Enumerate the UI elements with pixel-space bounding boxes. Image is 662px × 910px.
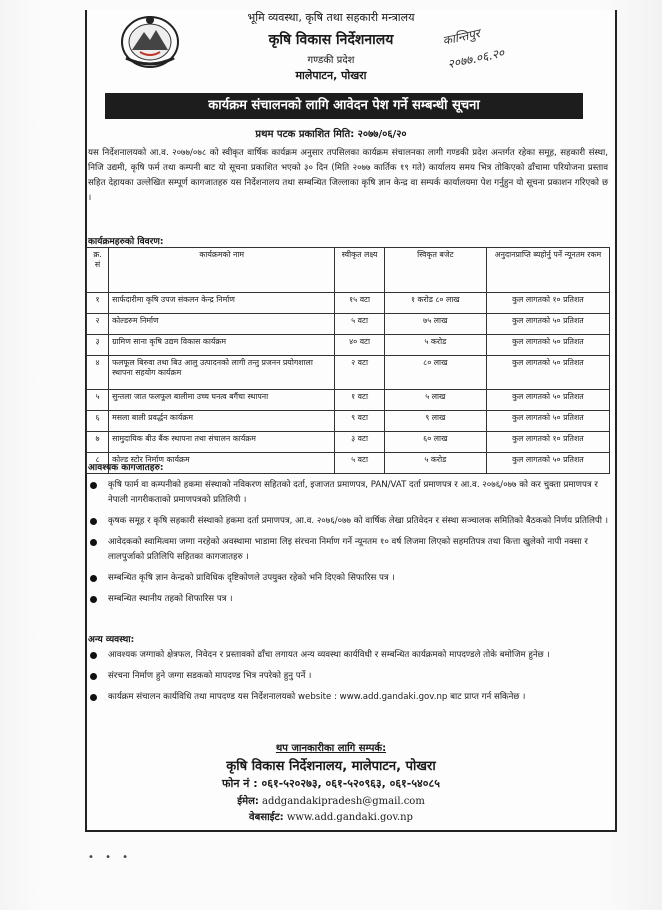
list-item <box>88 514 608 529</box>
documents-list <box>88 478 608 607</box>
table-row <box>87 390 610 411</box>
cell-sn: ७ <box>87 432 109 453</box>
table-row <box>87 432 610 453</box>
cell-budget: ७५ लाख <box>384 314 486 335</box>
other-heading: अन्य व्यवस्था: <box>88 635 135 645</box>
document-text: सम्बन्धित कृषि ज्ञान केन्द्रको प्राविधिक दृष्टिकोणले उपयुक्त रहेको भनि दिएको सिफारिस पत्र । <box>108 573 395 583</box>
cell-budget: १ करोड ८० लाख <box>384 293 486 314</box>
cell-grant: कुल लागतको ५० प्रतिशत <box>486 335 609 356</box>
bullet-dot-icon <box>90 652 97 659</box>
cell-sn: २ <box>87 314 109 335</box>
list-item <box>88 478 608 508</box>
contact-website <box>0 809 662 823</box>
cell-grant: कुल लागतको ५० प्रतिशत <box>486 390 609 411</box>
cell-grant: कुल लागतको १० प्रतिशत <box>486 432 609 453</box>
website-label: वेबसाईट: <box>249 812 284 823</box>
cell-program: फलफूल बिरुवा तथा बिउ आलु उत्पादनको लागी तन्तु प्रजनन प्रयोगशाला स्थापना सहयोग कार्यक्रम <box>109 356 335 390</box>
email-label: ईमेल: <box>237 796 259 807</box>
cell-program: मसला बाली प्रवर्द्धन कार्यक्रम <box>109 411 335 432</box>
cell-sn: १ <box>87 293 109 314</box>
province-name: गण्डकी प्रदेश <box>307 55 355 66</box>
scan-specks: • • • <box>88 852 133 863</box>
contact-heading: थप जानकारीका लागि सम्पर्क: <box>275 743 387 754</box>
cell-grant: कुल लागतको ५० प्रतिशत <box>486 411 609 432</box>
cell-sn: ६ <box>87 411 109 432</box>
table-row <box>87 411 610 432</box>
ministry-name: भूमि व्यवस्था, कृषि तथा सहकारी मन्त्रालय <box>247 11 415 24</box>
cell-grant: कुल लागतको १० प्रतिशत <box>486 293 609 314</box>
table-header-row <box>87 248 610 293</box>
cell-target: १५ वटा <box>335 293 384 314</box>
cell-grant: कुल लागतको ५० प्रतिशत <box>486 314 609 335</box>
cell-budget: ५ करोड <box>384 335 486 356</box>
cell-sn: ८ <box>87 453 109 474</box>
office-location: मालेपाटन, पोखरा <box>295 69 367 82</box>
cell-program: कोल्डरुम निर्माण <box>109 314 335 335</box>
cell-target: ४० वटा <box>335 335 384 356</box>
contact-org: कृषि विकास निर्देशनालय, मालेपाटन, पोखरा <box>226 759 436 774</box>
table-row <box>87 335 610 356</box>
document-text: कृषि फार्म वा कम्पनीको हकमा संस्थाको नविकरण सहितको दर्ता, इजाजत प्रमाणपत्र, PAN/VAT दर्ता प्रमाणपत्र र आ.व. २०७६/०७७ को कर चुक्ता प्रमाणपत्र र नेपाली नागरीकताको प्रमाणपत्रको प्रतिलिपी । <box>108 480 598 505</box>
cell-sn: ४ <box>87 356 109 390</box>
stamp-line-2: २०७७.०६.२० <box>446 45 506 72</box>
cell-grant: कुल लागतको ५० प्रतिशत <box>486 356 609 390</box>
cell-program: सार्फदारीमा कृषि उपज संकलन केन्द्र निर्माण <box>109 293 335 314</box>
table-row <box>87 453 610 474</box>
list-item <box>88 592 608 607</box>
contact-phone <box>0 776 662 791</box>
col-header-grant: अनुदानप्राप्ति ब्यहोर्नु पर्ने न्यूनतम रकम <box>486 248 609 293</box>
cell-sn: ३ <box>87 335 109 356</box>
cell-program: ग्रामिण साना कृषि उद्यम विकास कार्यक्रम <box>109 335 335 356</box>
programs-heading: कार्यक्रमहरुको विवरण: <box>88 237 164 247</box>
cell-target: ९ वटा <box>335 411 384 432</box>
bullet-dot-icon <box>90 482 97 489</box>
other-text: संरचना निर्माण हुने जग्गा सडकको मापदण्ड भित्र नपरेको हुनु पर्ने । <box>108 671 312 681</box>
programs-table <box>86 247 610 474</box>
cell-grant: कुल लागतको ५० प्रतिशत <box>486 453 609 474</box>
other-text: आवश्यक जग्गाको क्षेत्रफल, निवेदन र प्रस्तावको ढाँचा लगायत अन्य व्यवस्था कार्यविधी र सम्बन्धित कार्यक्रमको मापदण्डले तोके बमोजिम हुनेछ । <box>108 650 550 660</box>
document-text: सम्बन्धित स्थानीय तहको शिफारिस पत्र । <box>108 594 233 604</box>
directorate-name: कृषि विकास निर्देशनालय <box>268 32 394 48</box>
document-text: आवेदकको स्वामित्वमा जग्गा नरहेको अवस्थामा भाडामा लिइ संरचना निर्माण गर्ने न्यूनतम १० वर्ष लिजमा लिएको सहमतिपत्र तथा कित्ता खुलेको नापी नक्सा र लालपुर्जाको प्रतिलिपि सहितका कागजातहरु । <box>108 537 588 562</box>
documents-heading: आवश्यक कागजातहरु: <box>88 463 164 473</box>
cell-budget: ६० लाख <box>384 432 486 453</box>
phone-label: फोन नं : <box>222 777 258 790</box>
other-list <box>88 648 608 705</box>
list-item <box>88 535 608 565</box>
other-text: कार्यक्रम संचालन कार्यविधि तथा मापदण्ड यस निर्देशनालयको website : www.add.gandaki.gov.np बाट प्राप्त गर्न सकिनेछ । <box>108 692 526 702</box>
cell-program: सुन्तला जात फलफूल बालीमा उच्च घनत्व बगैंचा स्थापना <box>109 390 335 411</box>
cell-sn: ५ <box>87 390 109 411</box>
col-header-budget: स्विकृत बजेट <box>384 248 486 293</box>
cell-target: ३ वटा <box>335 432 384 453</box>
cell-program: कोल्ड स्टोर निर्माण कार्यक्रम <box>109 453 335 474</box>
list-item <box>88 571 608 586</box>
list-item <box>88 648 608 663</box>
notice-title: कार्यक्रम संचालनको लागि आवेदन पेश गर्ने सम्बन्धी सूचना <box>105 93 583 119</box>
phone-numbers: ०६१-५२०२७३, ०६१-५२०९६३, ०६१-५४०८५ <box>261 777 440 790</box>
list-item <box>88 669 608 684</box>
bullet-dot-icon <box>90 518 97 525</box>
cell-program: सामुदायिक बीउ बैंक स्थापना तथा संचालन कार्यक्रम <box>109 432 335 453</box>
stamp-line-1: कान्तिपुर <box>441 26 482 48</box>
cell-target: ५ वटा <box>335 453 384 474</box>
table-row <box>87 356 610 390</box>
table-row <box>87 293 610 314</box>
cell-target: २ वटा <box>335 356 384 390</box>
publish-date: प्रथम पटक प्रकाशित मिति: २०७७/०६/२० <box>255 129 407 140</box>
website-url: www.add.gandaki.gov.np <box>286 812 413 823</box>
bullet-dot-icon <box>90 596 97 603</box>
cell-budget: ५ करोड <box>384 453 486 474</box>
table-row <box>87 314 610 335</box>
cell-budget: ९ लाख <box>384 411 486 432</box>
col-header-sn: क्र. सं <box>87 248 109 293</box>
bullet-dot-icon <box>90 673 97 680</box>
col-header-name: कार्यक्रमको नाम <box>109 248 335 293</box>
list-item <box>88 690 608 705</box>
bullet-dot-icon <box>90 694 97 701</box>
col-header-target: स्वीकृत लक्ष्य <box>335 248 384 293</box>
email-address: addgandakipradesh@gmail.com <box>262 796 425 807</box>
cell-target: १ वटा <box>335 390 384 411</box>
contact-email <box>0 793 662 807</box>
cell-target: ५ वटा <box>335 314 384 335</box>
bullet-dot-icon <box>90 539 97 546</box>
intro-paragraph: यस निर्देशनालयको आ.व. २०७७/०७८ को स्वीकृत वार्षिक कार्यक्रम अनुसार तपसिलका कार्यक्रम संचालनका लागी गण्डकी प्रदेश अन्तर्गत रहेका समूह, सहकारी संस्था, निजि उद्यमी, कृषि फर्म तथा कम्पनी बाट यो सूचना प्रकाशित भएको ३० दिन (मिति २०७७ कार्तिक १९ गते) कार्यालय समय भित्र तोकिएको ढाँचामा परियोजना प्रस्ताव सहित देहायका उल्लेखित सम्पूर्ण कागजातहरु यस निर्देशनालय तथा सम्बन्धित जिल्लाका कृषि ज्ञान केन्द्र वा सम्पर्क कार्यालयमा पेश गर्नुहुन यो सूचना प्रकाशन गरिएको छ । <box>88 148 608 203</box>
document-text: कृषक समूह र कृषि सहकारी संस्थाको हकमा दर्ता प्रमाणपत्र, आ.व. २०७६/०७७ को वार्षिक लेखा प्रतिवेदन र संस्था सञ्चालक समितिको बैठकको निर्णय प्रतिलिपी । <box>108 516 609 526</box>
cell-budget: ५ लाख <box>384 390 486 411</box>
bullet-dot-icon <box>90 575 97 582</box>
cell-budget: ८० लाख <box>384 356 486 390</box>
